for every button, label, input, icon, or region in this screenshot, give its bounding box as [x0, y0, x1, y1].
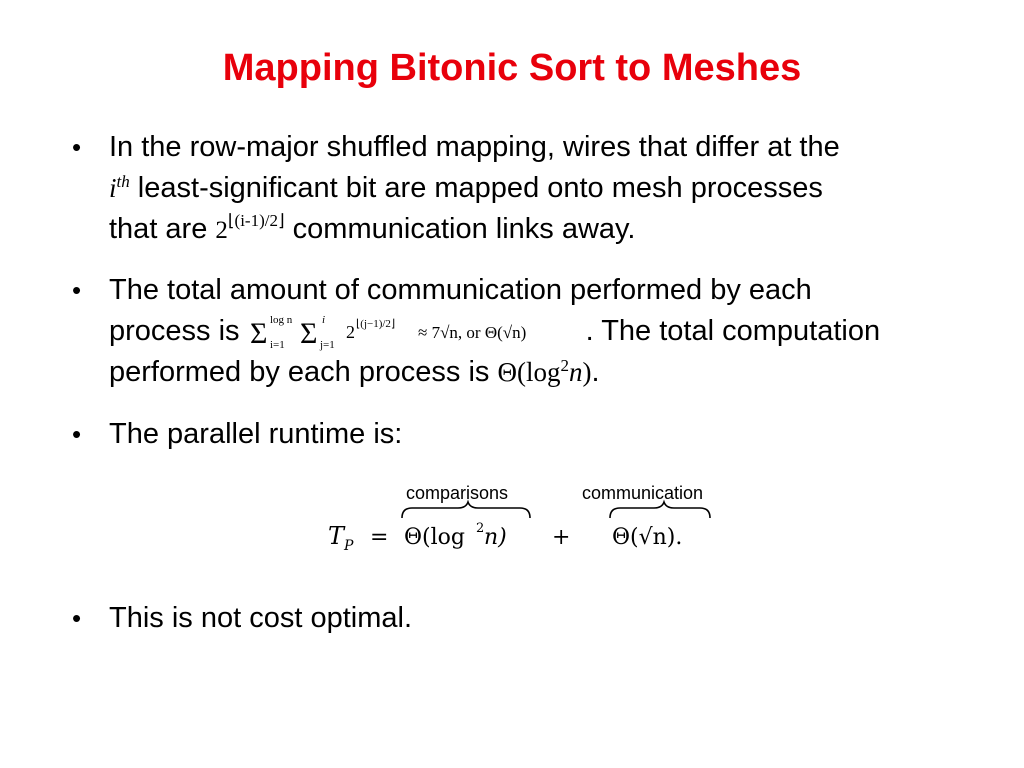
brace-label-comparisons: comparisons — [406, 483, 509, 503]
formula-term-1-end: n) — [484, 525, 507, 550]
power-expression: $2^{⌊(i-1)/2⌋}$ — [215, 211, 285, 244]
double-sum-expression — [248, 312, 586, 352]
bullet-2-line-3-pre: performed by each process is — [109, 356, 498, 388]
formula-term-2: Θ(√n). — [612, 525, 683, 550]
bullet-2-line-2-pre: process is — [109, 315, 248, 347]
sum-2-upper: i — [321, 314, 325, 326]
formula-equals: = — [370, 525, 389, 550]
bullet-1-line-2-text: least-significant bit are mapped onto mesh processes — [129, 172, 823, 204]
overbrace-communication — [610, 502, 710, 518]
sum-symbol-2: Σ — [299, 317, 318, 350]
bullet-2 — [72, 270, 972, 395]
bullet-3-text: The parallel runtime is: — [109, 418, 403, 450]
bullet-2-line-1: The total amount of communication performed by each — [109, 274, 812, 306]
bullet-1-line-3 — [109, 209, 979, 251]
bullet-dot: • — [72, 603, 82, 633]
bullet-1-line-3-pre: that are — [109, 213, 216, 245]
formula-lhs-sub: P — [344, 538, 354, 554]
sum-1-lower: i=1 — [269, 339, 285, 351]
bullet-2-line-3 — [109, 352, 979, 393]
runtime-formula — [320, 478, 750, 558]
sum-symbol-1: Σ — [249, 317, 268, 350]
bullet-1-line-1: In the row-major shuffled mapping, wires that differ at the — [109, 131, 840, 163]
bullet-2-line-3-post: . — [591, 356, 600, 388]
bullet-4 — [72, 598, 972, 639]
bullet-2-line-2-post: . The total computation — [585, 315, 881, 347]
formula-term-1: Θ(log — [404, 525, 465, 550]
sum-term-exp: ⌊(j−1)/2⌋ — [355, 318, 395, 330]
theta-log-expression: $\Theta(\log^2n)$ — [497, 356, 592, 387]
sum-term-base: 2 — [345, 322, 355, 342]
bullet-1-line-2 — [109, 168, 979, 209]
brace-label-communication: communication — [582, 483, 704, 503]
ith-symbol: $i^{th}$ — [109, 172, 130, 203]
sum-2-lower: j=1 — [319, 339, 335, 351]
overbrace-comparisons — [402, 502, 530, 518]
bullet-dot: • — [72, 419, 82, 449]
approx-text: ≈ 7√n, or Θ(√n) — [417, 323, 526, 342]
slide-title: Mapping Bitonic Sort to Meshes — [222, 47, 802, 89]
formula-lhs: T — [328, 522, 345, 550]
bullet-dot: • — [72, 275, 82, 305]
formula-plus: + — [552, 525, 571, 550]
bullet-4-text: This is not cost optimal. — [109, 602, 412, 634]
bullet-3 — [72, 414, 972, 455]
bullet-2-line-2 — [109, 311, 979, 352]
sum-1-upper: log n — [269, 314, 292, 326]
formula-term-1-sup: 2 — [476, 521, 485, 536]
bullet-1 — [72, 127, 972, 252]
bullet-1-line-3-post: communication links away. — [292, 213, 636, 245]
bullet-dot: • — [72, 132, 82, 162]
